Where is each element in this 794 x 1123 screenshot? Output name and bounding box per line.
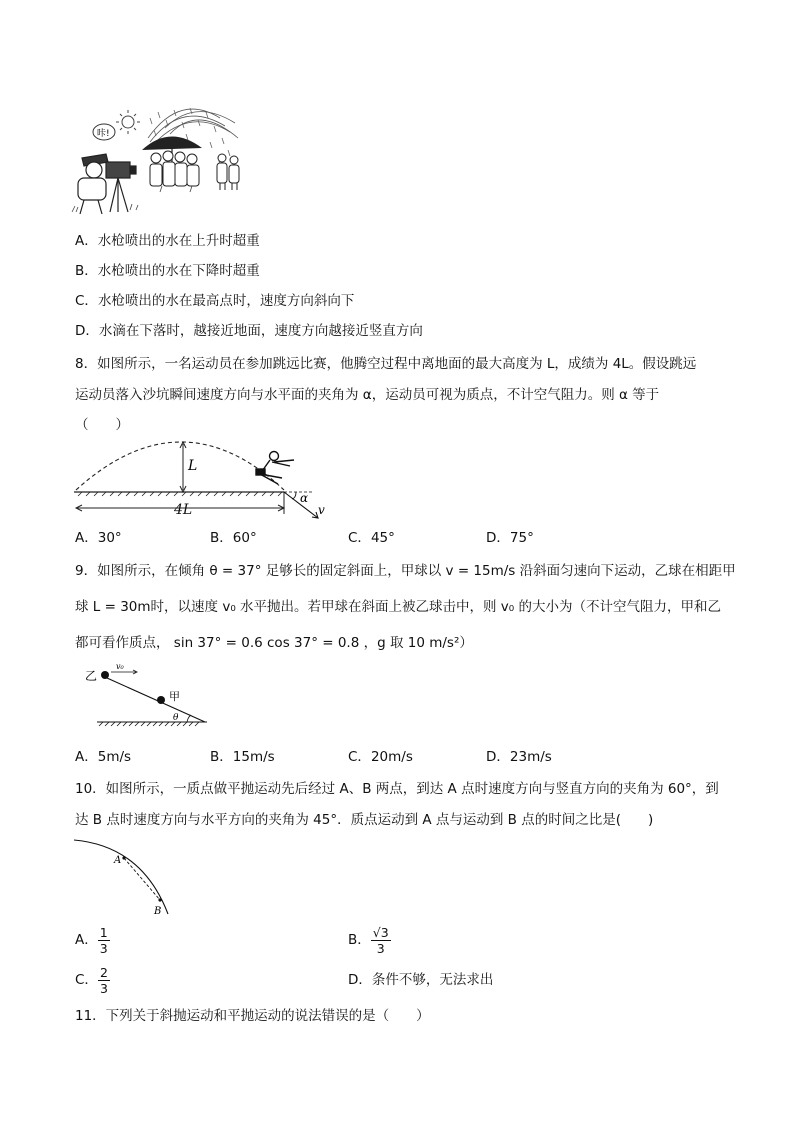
q7-option-b[interactable] [75, 262, 260, 280]
q8-option-c[interactable] [348, 529, 395, 547]
q8-option-d[interactable] [486, 529, 534, 547]
numerator: √3 [372, 924, 389, 940]
option-letter: D． [348, 972, 372, 988]
option-letter: C． [75, 972, 98, 988]
q8-stem-line3: （ ） [75, 417, 129, 433]
option-letter: B． [210, 749, 233, 765]
option-letter: D． [75, 323, 99, 339]
option-letter: D． [486, 530, 510, 546]
option-letter: C． [348, 749, 371, 765]
option-letter: A． [75, 233, 98, 249]
q9-stem-line2: 球 L = 30m时，以速度 v₀ 水平抛出。若甲球在斜面上被乙球击中，则 v₀ 的大小为（不计空气阻力，甲和乙 [75, 599, 722, 615]
option-letter: B． [210, 530, 233, 546]
denominator: 3 [99, 940, 108, 956]
label-a: A [114, 855, 122, 866]
label-v: v [318, 503, 325, 517]
q9-option-d[interactable] [486, 748, 552, 766]
q9-stem-line1: 9．如图所示，在倾角 θ = 37° 足够长的固定斜面上，甲球以 v = 15m/s 沿斜面匀速向下运动，乙球在相距甲 [75, 563, 736, 579]
q10-option-b[interactable] [348, 922, 391, 958]
q10-option-d[interactable] [348, 971, 493, 989]
q10-stem-line1: 10．如图所示，一质点做平抛运动先后经过 A、B 两点，到达 A 点时速度方向与竖直方向的夹角为 60°，到 [75, 781, 719, 797]
label-jia: 甲 [169, 690, 180, 703]
denominator: 3 [99, 980, 108, 996]
q10-option-c[interactable] [75, 962, 110, 998]
q8-stem-line1: 8．如图所示，一名运动员在参加跳远比赛，他腾空过程中离地面的最大高度为 L，成绩为 4L。假设跳远 [75, 356, 697, 372]
q9-incline-figure [85, 660, 215, 732]
fraction [371, 925, 391, 956]
option-letter: B． [348, 932, 371, 948]
q7-option-c[interactable] [75, 292, 354, 310]
fraction [98, 965, 110, 996]
option-letter: A． [75, 932, 98, 948]
option-letter: C． [348, 530, 371, 546]
q7-cartoon-illustration [70, 98, 250, 216]
q9-option-c[interactable] [348, 748, 413, 766]
label-v0: v₀ [116, 662, 124, 671]
speech-bubble-text: 咔! [97, 129, 110, 139]
option-letter: A． [75, 749, 98, 765]
option-letter: A． [75, 530, 98, 546]
sun-icon [116, 110, 140, 134]
q8-option-a[interactable] [75, 529, 122, 547]
q8-long-jump-figure [70, 432, 340, 524]
q8-option-b[interactable] [210, 529, 257, 547]
option-text: 15m/s [232, 749, 275, 765]
q9-stem-line3: 都可看作质点， sin 37° = 0.6 cos 37° = 0.8 ，g 取 10 m/s²） [75, 635, 473, 651]
q7-option-d[interactable] [75, 322, 423, 340]
label-theta: θ [173, 713, 179, 723]
q10-stem-line2: 达 B 点时速度方向与水平方向的夹角为 45°．质点运动到 A 点与运动到 B 点的时间之比是( ) [75, 812, 654, 828]
option-text: 5m/s [97, 749, 132, 765]
q10-option-a[interactable] [75, 922, 110, 958]
q11-stem-line1: 11．下列关于斜抛运动和平抛运动的说法错误的是（ ） [75, 1008, 430, 1024]
q8-stem-line2: 运动员落入沙坑瞬间速度方向与水平面的夹角为 α，运动员可视为质点，不计空气阻力。则 α 等于 [75, 387, 660, 403]
q7-option-a[interactable] [75, 232, 260, 250]
option-letter: D． [486, 749, 510, 765]
option-text: 水滴在下落时，越接近地面，速度方向越接近竖直方向 [98, 323, 423, 339]
option-letter: C． [75, 293, 98, 309]
option-text: 20m/s [370, 749, 413, 765]
numerator: 1 [99, 924, 108, 940]
fraction [98, 925, 110, 956]
denominator: 3 [376, 940, 385, 956]
numerator: 2 [99, 964, 108, 980]
option-text: 条件不够，无法求出 [371, 972, 494, 988]
option-text: 45° [370, 530, 395, 546]
label-b: B [154, 906, 162, 917]
option-text: 23m/s [509, 749, 552, 765]
label-alpha: α [300, 491, 309, 505]
label-yi: 乙 [85, 669, 98, 683]
q10-trajectory-figure [72, 836, 182, 916]
option-text: 水枪喷出的水在下降时超重 [97, 263, 260, 279]
option-text: 60° [232, 530, 257, 546]
option-letter: B． [75, 263, 98, 279]
option-text: 水枪喷出的水在最高点时，速度方向斜向下 [97, 293, 355, 309]
label-l: L [188, 458, 198, 474]
option-text: 30° [97, 530, 122, 546]
q9-option-b[interactable] [210, 748, 275, 766]
option-text: 水枪喷出的水在上升时超重 [97, 233, 260, 249]
label-4l: 4L [174, 502, 193, 518]
q9-option-a[interactable] [75, 748, 131, 766]
option-text: 75° [509, 530, 534, 546]
